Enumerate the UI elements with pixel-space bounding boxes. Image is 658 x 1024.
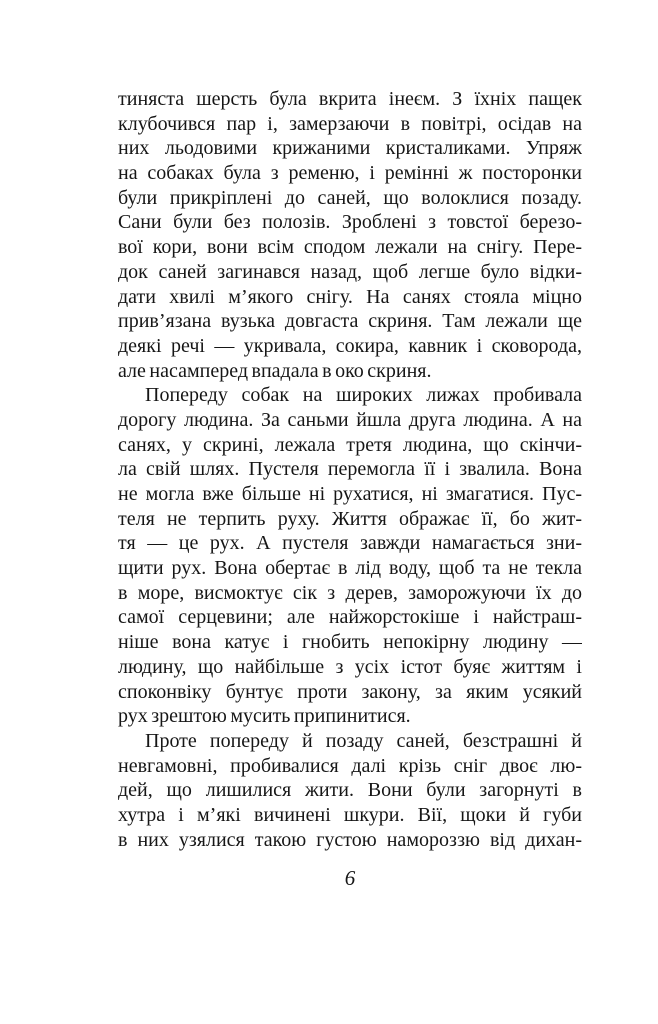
text-line: дорогу людина. За саньми йшла друга людина. А на — [118, 408, 582, 431]
text-line: санях, у скрині, лежала третя людина, що скінчи- — [118, 433, 582, 456]
text-line: самої серцевини; але найжорстокіше і найстраш- — [118, 606, 582, 629]
text-line: на собаках була з ременю, і ремінні ж посторонки — [118, 162, 582, 185]
page-number: 6 — [344, 866, 356, 891]
text-line: хутра і м’які вичинені шкури. Вії, щоки й губи — [118, 803, 582, 826]
text-line: людину, що найбільше з усіх істот буяє життям і — [118, 655, 582, 678]
text-line: дей, що лишилися жити. Вони були загорнуті в — [118, 779, 582, 802]
text-line: в них узялися такою густою намороззю від дихан- — [118, 828, 582, 851]
text-line: щити рух. Вона обертає в лід воду, щоб та не текла — [118, 557, 582, 580]
text-line: ла свій шлях. Пустеля перемогла її і звалила. Вона — [118, 458, 582, 481]
paragraph — [118, 383, 582, 729]
paragraph — [118, 729, 582, 852]
text-line: деякі речі — укривала, сокира, кавник і сковорода, — [118, 334, 582, 357]
paragraph — [118, 87, 582, 383]
text-line: них льодовими крижаними кристаликами. Упряж — [118, 137, 582, 160]
text-line: прив’язана вузька довгаста скриня. Там лежали ще — [118, 310, 582, 333]
text-line: але насамперед впадала в око скриня. — [118, 359, 432, 382]
text-line: ніше вона катує і гнобить непокірну людину — — [118, 631, 582, 654]
text-line: рух зрештою мусить припинитися. — [118, 705, 411, 728]
text-line: тиняста шерсть була вкрита інеєм. З їхніх пащек — [118, 88, 582, 110]
text-line: вої кори, вони всім сподом лежали на снігу. Пере- — [118, 236, 582, 259]
text-line: тя — це рух. А пустеля завжди намагається зни- — [118, 532, 582, 555]
text-line: теля не терпить руху. Життя ображає її, бо жит- — [118, 507, 582, 530]
text-line: дати хвилі м’якого снігу. На санях стояла міцно — [118, 285, 582, 308]
text-line: Проте попереду й позаду саней, безстрашні й — [145, 729, 582, 752]
text-line: невгамовні, пробивалися далі крізь сніг двоє лю- — [118, 754, 582, 777]
text-line: клубочився пар і, замерзаючи в повітрі, осідав на — [118, 112, 582, 135]
text-line: Попереду собак на широких лижах пробивала — [145, 384, 582, 407]
text-line: споконвіку бунтує проти закону, за яким усякий — [118, 680, 582, 703]
text-line: Сани були без полозів. Зроблені з товстої березо- — [118, 211, 582, 234]
text-block — [118, 87, 582, 891]
text-line: не могла вже більше ні рухатися, ні змагатися. Пус- — [118, 483, 582, 505]
text-line: були прикріплені до саней, що волоклися позаду. — [118, 186, 582, 209]
text-line: док саней загинався назад, щоб легше було відки- — [118, 260, 582, 283]
text-line: в море, висмоктує сік з дерев, заморожуючи їх до — [118, 581, 582, 604]
